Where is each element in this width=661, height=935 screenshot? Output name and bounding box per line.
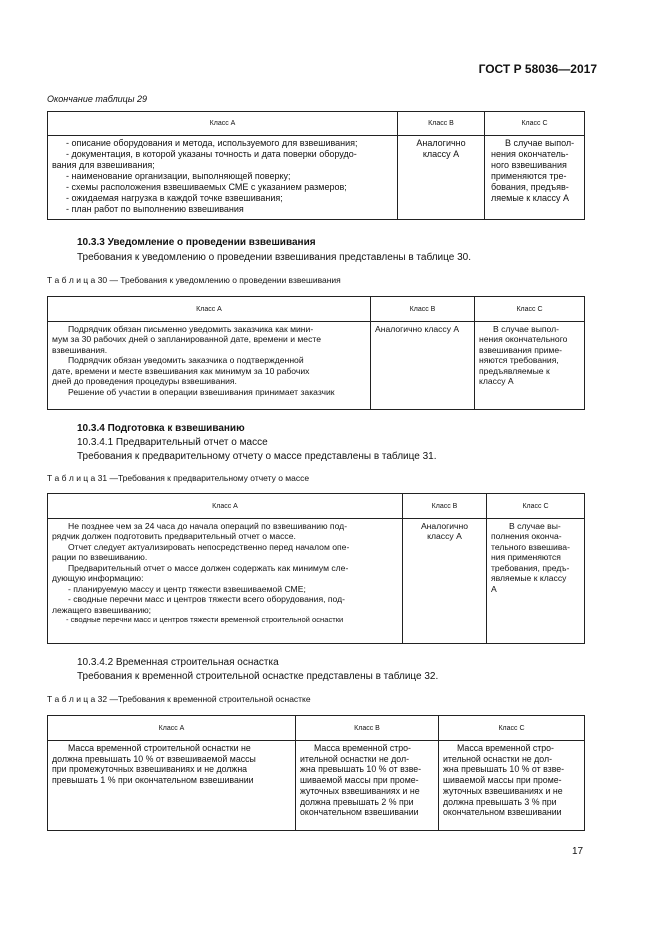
section-text-10-3-4-1: Требования к предварительному отчету о массе представлены в таблице 31.: [77, 451, 437, 462]
text-line: ительной оснастки не дол-: [300, 753, 410, 764]
text-line: Подрядчик обязан письменно уведомить заказчика как мини-: [68, 324, 314, 334]
table30-cell-class-b: [371, 322, 475, 410]
text-line: Аналогично: [416, 138, 466, 148]
text-line: Масса временной строительной оснастки не: [68, 743, 251, 753]
text-line: дате, времени и месте взвешивания как минимум за 10 рабочих: [52, 365, 310, 376]
text-line: при промежуточных взвешиваниях и не должна: [52, 764, 248, 775]
table29-cell-class-a: [48, 136, 398, 220]
section-text-10-3-3: Требования к уведомлению о проведении взвешивания представлены в таблице 30.: [77, 252, 471, 263]
text-line: предъявляемые к: [479, 365, 550, 376]
table31-caption: Т а б л и ц а 31 —Требования к предварительному отчету о массе: [47, 473, 310, 483]
column-header-class-c: Класс C: [487, 494, 585, 519]
text-line: дней до проведения процедуры взвешивания.: [52, 376, 237, 387]
text-line: бования, предъяв-: [491, 181, 569, 192]
text-line: окончательном взвешивании: [300, 807, 419, 818]
text-line: являемые к классу: [491, 573, 567, 584]
text-line: - планируемую массу и центр тяжести взвешиваемой СМЕ;: [68, 583, 306, 594]
text-line: шиваемой массы при проме-: [443, 775, 562, 786]
text-line: взвешивания.: [52, 344, 108, 355]
text-line: нения окончательного: [479, 334, 568, 345]
text-line: Аналогично: [420, 521, 469, 531]
text-line: жна превышать 10 % от взве-: [300, 764, 422, 775]
text-line: Решение об участии в операции взвешивания принимает заказчик: [68, 386, 335, 397]
text-line: Не позднее чем за 24 часа до начала операций по взвешиванию под-: [68, 521, 348, 531]
text-line: Отчет следует актуализировать непосредственно перед началом опе-: [68, 541, 350, 552]
text-line: вания для взвешивания;: [52, 159, 155, 170]
text-line: - сводные перечни масс и центров тяжести временной строительной оснастки: [66, 615, 344, 625]
text-line: - описание оборудования и метода, используемого для взвешивания;: [66, 138, 358, 148]
text-line: няются требования,: [479, 355, 559, 366]
text-line: шиваемой массы при проме-: [300, 775, 419, 786]
text-line: В случае выпол-: [505, 138, 575, 148]
column-header-class-b: Класс B: [403, 494, 487, 519]
text-line: должна превышать 2 % при: [300, 796, 414, 807]
text-line: взвешивания приме-: [479, 344, 562, 355]
text-line: ного взвешивания: [491, 159, 567, 170]
column-header-class-b: Класс B: [296, 716, 439, 741]
text-line: В случае вы-: [509, 521, 561, 531]
table31-cell-class-c: [487, 519, 585, 644]
column-header-class-a: Класс A: [48, 494, 403, 519]
column-header-class-c: Класс C: [485, 112, 585, 136]
text-line: Подрядчик обязан уведомить заказчика о подтвержденной: [68, 355, 304, 366]
text-line: превышать 1 % при окончательном взвешивании: [52, 775, 254, 786]
table30-caption: Т а б л и ц а 30 — Требования к уведомлению о проведении взвешивания: [47, 275, 341, 285]
text-line: классу А: [479, 376, 514, 387]
text-line: Аналогично классу А: [375, 324, 460, 334]
text-line: ительной оснастки не дол-: [443, 753, 553, 764]
column-header-class-a: Класс A: [48, 112, 398, 136]
text-line: Предварительный отчет о массе должен содержать как минимум сле-: [68, 562, 349, 573]
table32-cell-class-a: [48, 741, 296, 831]
column-header-class-a: Класс A: [48, 716, 296, 741]
text-line: жна превышать 10 % от взве-: [443, 764, 565, 775]
text-line: классу А: [422, 148, 460, 159]
table29-cell-class-b: [398, 136, 485, 220]
text-line: В случае выпол-: [493, 324, 560, 334]
text-line: жуточных взвешиваниях и не: [300, 785, 420, 796]
text-line: - схемы расположения взвешиваемых СМЕ с указанием размеров;: [66, 181, 347, 192]
table-32: [47, 715, 585, 831]
table30-cell-class-a: [48, 322, 371, 410]
text-line: тельного взвешива-: [491, 541, 570, 552]
text-line: Масса временной стро-: [457, 743, 554, 753]
table31-cell-class-a: [48, 519, 403, 644]
table32-cell-class-b: [296, 741, 439, 831]
text-line: мум за 30 рабочих дней о запланированной дате, времени и месте: [52, 334, 321, 345]
text-line: - сводные перечни масс и центров тяжести всего оборудования, под-: [68, 594, 345, 605]
text-line: полнения оконча-: [491, 531, 562, 542]
table29-caption: Окончание таблицы 29: [47, 94, 147, 104]
section-heading-10-3-4: 10.3.4 Подготовка к взвешиванию: [77, 423, 245, 434]
document-number: ГОСТ Р 58036—2017: [478, 62, 597, 76]
text-line: ляемые к классу А: [491, 192, 570, 203]
text-line: нения окончатель-: [491, 148, 569, 159]
text-line: классу А: [427, 531, 462, 542]
table29-cell-class-c: [485, 136, 585, 220]
page-number: 17: [572, 846, 584, 857]
text-line: - ожидаемая нагрузка в каждой точке взвешивания;: [66, 192, 283, 203]
text-line: - план работ по выполнению взвешивания: [66, 203, 244, 214]
table-29: [47, 111, 585, 220]
table31-cell-class-b: [403, 519, 487, 644]
column-header-class-b: Класс B: [398, 112, 485, 136]
table30-cell-class-c: [475, 322, 585, 410]
section-text-10-3-4-2: Требования к временной строительной оснастке представлены в таблице 32.: [77, 671, 439, 682]
table32-caption: Т а б л и ц а 32 —Требования к временной строительной оснастке: [47, 694, 311, 704]
text-line: - наименование организации, выполняющей поверку;: [66, 170, 291, 181]
column-header-class-c: Класс C: [475, 297, 585, 322]
column-header-class-a: Класс A: [48, 297, 371, 322]
column-header-class-c: Класс C: [439, 716, 585, 741]
text-line: окончательном взвешивании: [443, 807, 562, 818]
text-line: рядчик должен подготовить предварительный отчет о массе.: [52, 531, 296, 542]
text-line: ния применяются: [491, 552, 561, 563]
text-line: должна превышать 10 % от взвешиваемой массы: [52, 753, 256, 764]
text-line: - документация, в которой указаны точность и дата поверки оборудо-: [66, 148, 357, 159]
table-31: [47, 493, 585, 644]
text-line: жуточных взвешиваниях и не: [443, 785, 563, 796]
table-30: [47, 296, 585, 410]
text-line: должна превышать 3 % при: [443, 796, 557, 807]
subsection-heading-10-3-4-1: 10.3.4.1 Предварительный отчет о массе: [77, 437, 268, 448]
table32-cell-class-c: [439, 741, 585, 831]
text-line: дующую информацию:: [52, 573, 144, 584]
section-heading-10-3-3: 10.3.3 Уведомление о проведении взвешивания: [77, 237, 316, 248]
text-line: применяются тре-: [491, 170, 567, 181]
column-header-class-b: Класс B: [371, 297, 475, 322]
text-line: А: [491, 583, 497, 594]
text-line: лежащего взвешиванию;: [52, 604, 152, 615]
text-line: рации по взвешиванию.: [52, 552, 148, 563]
text-line: Масса временной стро-: [314, 743, 411, 753]
subsection-heading-10-3-4-2: 10.3.4.2 Временная строительная оснастка: [77, 657, 279, 668]
text-line: требования, предъ-: [491, 562, 570, 573]
